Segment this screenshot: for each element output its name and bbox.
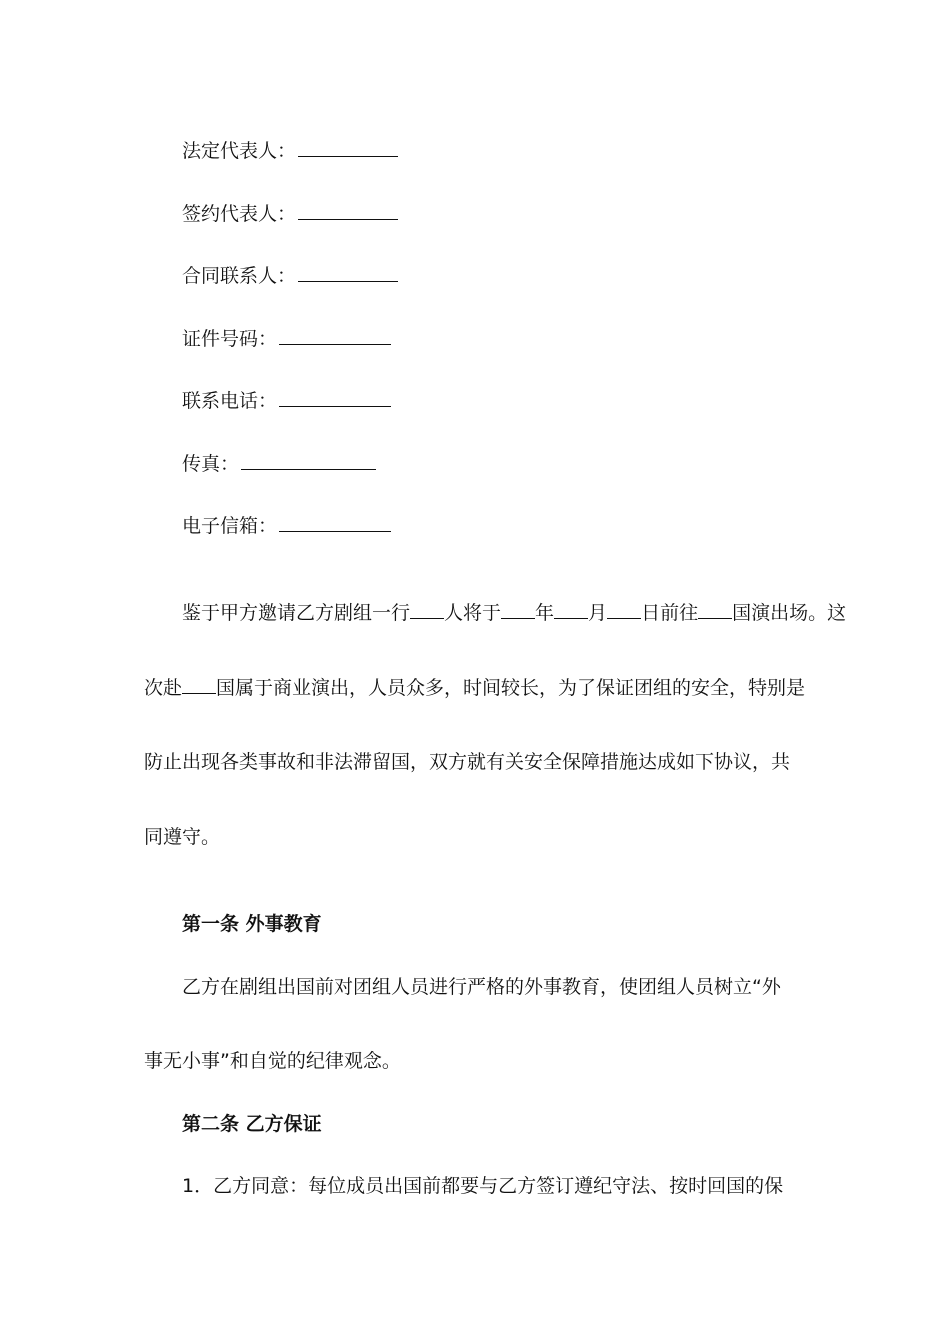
- blank-line: [298, 138, 398, 157]
- blank-line: [607, 600, 641, 619]
- field-contract-contact: [182, 263, 398, 288]
- preamble-line-4: 同遵守。: [144, 826, 221, 848]
- blank-line: [182, 675, 216, 694]
- field-label: 联系电话：: [182, 390, 278, 412]
- article-1-heading: 第一条 外事教育: [182, 913, 322, 935]
- blank-line: [241, 451, 376, 470]
- article-2-line-1: 1．乙方同意：每位成员出国前都要与乙方签订遵纪守法、按时回国的保: [182, 1175, 784, 1197]
- field-label: 合同联系人：: [182, 265, 297, 287]
- article-1-line-2: 事无小事”和自觉的纪律观念。: [144, 1050, 401, 1072]
- field-email: [182, 513, 391, 538]
- blank-line: [410, 600, 444, 619]
- field-phone: [182, 388, 391, 413]
- blank-line: [698, 600, 732, 619]
- field-signing-representative: [182, 201, 398, 226]
- blank-line: [279, 513, 391, 532]
- preamble-line-1: [182, 600, 846, 625]
- article-1-line-1: 乙方在剧组出国前对团组人员进行严格的外事教育，使团组人员树立“外: [182, 976, 781, 998]
- field-label: 签约代表人：: [182, 203, 297, 225]
- preamble-line-3: 防止出现各类事故和非法滞留国，双方就有关安全保障措施达成如下协议，共: [144, 751, 791, 773]
- blank-line: [554, 600, 588, 619]
- field-label: 法定代表人：: [182, 140, 297, 162]
- blank-line: [279, 326, 391, 345]
- field-fax: [182, 451, 376, 476]
- preamble-text: 月: [588, 602, 608, 624]
- article-2-heading: 第二条 乙方保证: [182, 1113, 322, 1135]
- field-label: 证件号码：: [182, 328, 278, 350]
- preamble-text: 国演出场。这: [732, 602, 847, 624]
- preamble-text: 鉴于甲方邀请乙方剧组一行: [182, 602, 411, 624]
- blank-line: [298, 201, 398, 220]
- blank-line: [298, 263, 398, 282]
- field-id-number: [182, 326, 391, 351]
- field-label: 传真：: [182, 453, 240, 475]
- blank-line: [279, 388, 391, 407]
- preamble-text: 人将于: [444, 602, 502, 624]
- preamble-line-2: [144, 675, 805, 700]
- preamble-text: 国属于商业演出，人员众多，时间较长，为了保证团组的安全，特别是: [216, 677, 806, 699]
- field-legal-representative: [182, 138, 398, 163]
- preamble-text: 次赴: [144, 677, 183, 699]
- preamble-text: 日前往: [641, 602, 699, 624]
- field-label: 电子信箱：: [182, 515, 278, 537]
- preamble-text: 年: [535, 602, 555, 624]
- blank-line: [501, 600, 535, 619]
